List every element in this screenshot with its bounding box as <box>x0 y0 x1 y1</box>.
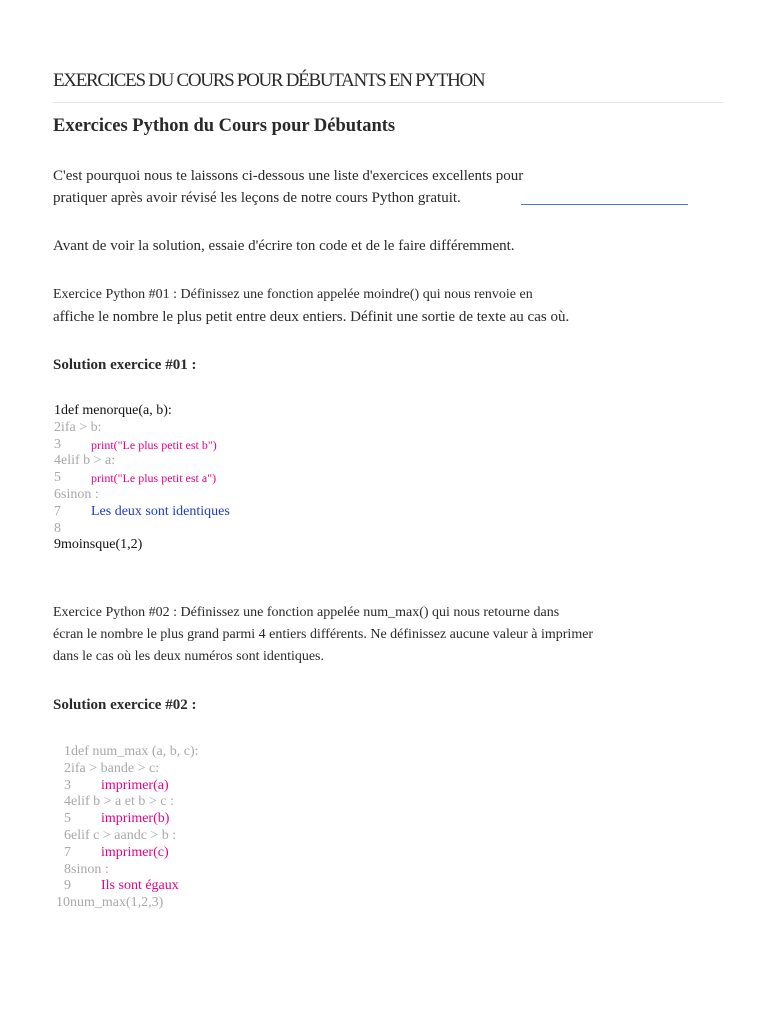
intro-line-2: pratiquer après avoir révisé les leçons de notre cours Python gratuit. <box>53 190 461 206</box>
code-line: 8 <box>54 520 61 536</box>
code-line-number: 7 <box>54 503 61 519</box>
code-line-number: 5 <box>64 811 71 827</box>
code-line-number: 9 <box>64 878 71 894</box>
code-line: Ils sont égaux <box>101 878 179 894</box>
code-line: 6elif c > aandc > b : <box>64 827 177 843</box>
exercise-2-line-3: dans le cas où les deux numéros sont identiques. <box>53 649 325 664</box>
code-block-2 <box>56 744 199 912</box>
code-line-number: 5 <box>54 470 61 486</box>
exercise-2-line-1: Exercice Python #02 : Définissez une fonction appelée num_max() qui nous retourne dans <box>53 605 560 620</box>
exercise-1-line-1: Exercice Python #01 : Définissez une fonction appelée moindre() qui nous renvoie en <box>53 287 533 302</box>
code-block-1 <box>54 403 230 554</box>
code-line: 2ifa > b: <box>54 419 102 435</box>
intro-line-1: C'est pourquoi nous te laissons ci-dessous une liste d'exercices excellents pour <box>53 168 524 184</box>
advice-text: Avant de voir la solution, essaie d'écrire ton code et de le faire différemment. <box>53 238 515 254</box>
code-line: Les deux sont identiques <box>91 503 230 519</box>
code-line-number: 3 <box>54 436 61 452</box>
exercise-1-text <box>53 284 569 328</box>
code-line: 2ifa > bande > c: <box>64 760 160 776</box>
code-line: imprimer(b) <box>101 811 170 827</box>
code-line: imprimer(c) <box>101 844 169 860</box>
solution-2-label: Solution exercice #02 : <box>53 697 197 713</box>
code-line: 1def num_max (a, b, c): <box>64 744 199 759</box>
code-line: 4elif b > a et b > c : <box>64 794 174 810</box>
code-line: 4elif b > a: <box>54 453 116 469</box>
code-line: 9moinsque(1,2) <box>54 537 143 553</box>
exercise-2-line-2: écran le nombre le plus grand parmi 4 entiers différents. Ne définissez aucune valeur à imprimer <box>53 627 594 642</box>
code-line: 8sinon : <box>64 861 109 877</box>
code-line: print("Le plus petit est a") <box>91 471 217 486</box>
code-line: 1def menorque(a, b): <box>54 403 172 418</box>
link-underline[interactable] <box>521 204 688 205</box>
exercise-1-line-2: affiche le nombre le plus petit entre deux entiers. Définit une sortie de texte au cas où. <box>53 309 570 325</box>
code-line-number: 3 <box>64 777 71 793</box>
exercise-2-text <box>53 602 593 668</box>
code-line-number: 7 <box>64 844 71 860</box>
code-line: 6sinon : <box>54 486 99 502</box>
code-line: imprimer(a) <box>101 777 169 793</box>
page-title: Exercices Python du Cours pour Débutants <box>53 116 396 136</box>
page-header-title: EXERCICES DU COURS POUR DÉBUTANTS EN PYTHON <box>53 70 485 91</box>
code-line: 10num_max(1,2,3) <box>56 895 164 911</box>
solution-1-label: Solution exercice #01 : <box>53 357 197 373</box>
header-divider <box>53 102 723 103</box>
intro-paragraph <box>53 165 523 209</box>
code-line: print("Le plus petit est b") <box>91 437 217 452</box>
